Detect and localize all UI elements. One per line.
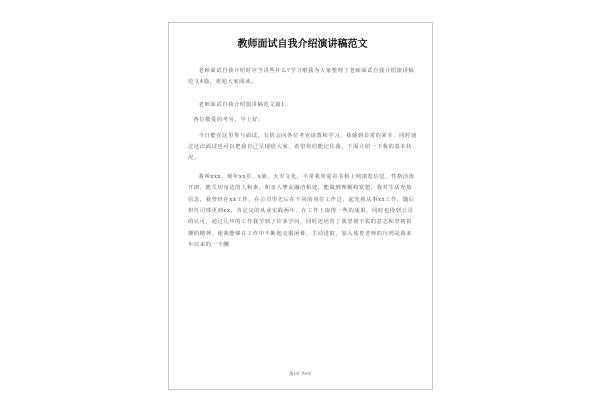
page-content [188,37,417,252]
greeting-line: 各位敬爱的考官，早上好: [193,117,261,124]
document-title: 教师面试自我介绍演讲稿范文 [237,39,368,50]
intro-paragraph: 老师面试自我介绍时应当讲些什么?学习啦我为大家整理了老师面试自我介绍演讲稿范文4篇，欢迎大家阅读。 [188,68,415,86]
page-number-footer: 第1页 共8页 [289,371,312,376]
body-paragraph-2: 我叫xxx，现年xx岁，x族，大专文化，平常我喜爱看书和上网浏览信息，性格活泼开朗，能关切身边的人和事，和亲人挚友融洽相处，能做到理解和宽恕，我对生活充盈信念，我曾经在xx工作，在公司里先后在不同的岗位工作过，起先我从事xx工作，随后担任司邢更到xx，肯定完的从业实践两年，在工作上取得一些的成果，同时也得到公司的认可，通过几年的工作我学到了许多学问，同时还培育了我坚韧不拔的意志和坚韧拼搏的精神，使我能够在工作中不断地克服困难、主动进取，加入体育老师的行列是我多年以来的一个酬 [188,173,415,249]
body-paragraph-1: 今日能在这里参与面试，有机会向各位考官请教和学习，我感到非常的荣幸，同时通过这次面试也可以把我自己呈现给大家，希望你们能记住我，下面介绍一下我的基本状况。 [188,132,417,162]
section-heading: 老师面试自我介绍演讲稿范文篇1 [198,101,286,108]
document-page [168,22,433,390]
